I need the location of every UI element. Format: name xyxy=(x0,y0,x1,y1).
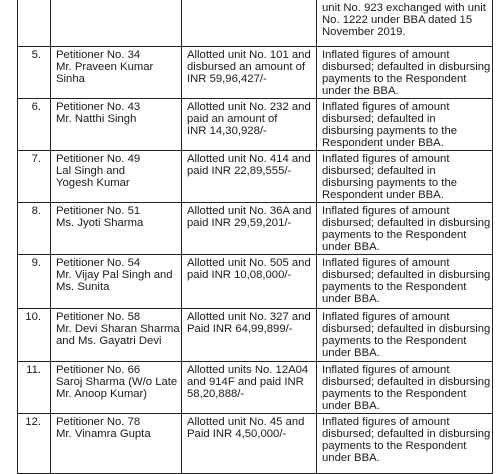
serial-number-cell: 5. xyxy=(18,47,51,99)
petitioner-cell xyxy=(51,99,182,151)
grievance-line: Inflated figures of amount xyxy=(322,101,450,113)
grievance-line: November 2019. xyxy=(322,26,406,38)
grievance-line: unit No. 923 exchanged with unit xyxy=(322,2,486,14)
grievance-line: disbursed; defaulted in xyxy=(322,113,436,125)
grievance-line: Inflated figures of amount xyxy=(322,49,450,61)
petitioner-cell xyxy=(51,151,182,203)
grievance-cell xyxy=(317,47,493,99)
grievance-line: under BBA. xyxy=(322,347,380,359)
petitioner-line: Yogesh Kumar xyxy=(56,177,130,189)
petitioner-line: Saroj Sharma (W/o Late xyxy=(56,376,178,388)
allotment-line: Allotted unit No. 36A and xyxy=(187,205,312,217)
allotment-cell xyxy=(182,309,317,362)
table-row xyxy=(18,362,493,414)
allotment-line: Allotted unit No. 101 and xyxy=(187,49,311,61)
grievance-line: Inflated figures of amount xyxy=(322,153,450,165)
serial-number-cell: 12. xyxy=(18,414,51,474)
grievance-line: Respondent under BBA. xyxy=(322,189,444,201)
grievance-line: payments to the Respondent xyxy=(322,440,467,452)
allotment-line: Allotted unit No. 232 and xyxy=(187,101,311,113)
serial-number-cell: 8. xyxy=(18,203,51,255)
allotment-line: paid INR 29,59,201/- xyxy=(187,217,292,229)
grievance-line: Inflated figures of amount xyxy=(322,364,450,376)
grievance-cell xyxy=(317,151,493,203)
serial-number-cell: 11. xyxy=(18,362,51,414)
petitioner-line: Mr. Vijay Pal Singh and xyxy=(56,269,173,281)
grievance-line: Inflated figures of amount xyxy=(322,311,450,323)
petitioner-line: Petitioner No. 58 xyxy=(56,311,141,323)
grievance-line: disbursed; defaulted in disbursing xyxy=(322,323,491,335)
grievance-line: disbursed; defaulted in xyxy=(322,165,436,177)
petitioner-line: Petitioner No. 51 xyxy=(56,205,141,217)
table-row xyxy=(18,309,493,362)
grievance-cell xyxy=(317,0,493,47)
allotment-line: Allotted unit No. 505 and xyxy=(187,257,311,269)
allotment-line: paid INR 22,89,555/- xyxy=(187,165,292,177)
grievance-line: Inflated figures of amount xyxy=(322,257,450,269)
grievance-line: under BBA. xyxy=(322,400,380,412)
petitioner-line: Mr. Vinamra Gupta xyxy=(56,428,151,440)
grievance-line: disbursed; defaulted in disbursing xyxy=(322,61,491,73)
grievance-line: under BBA. xyxy=(322,241,380,253)
allotment-line: INR 59,96,427/- xyxy=(187,73,267,85)
allotment-line: Paid INR 64,99,899/- xyxy=(187,323,293,335)
grievance-cell xyxy=(317,203,493,255)
grievance-line: disbursing payments to the xyxy=(322,125,458,137)
petitioner-cell xyxy=(51,309,182,362)
allotment-line: paid INR 10,08,000/- xyxy=(187,269,292,281)
grievance-line: Inflated figures of amount xyxy=(322,416,450,428)
petitioner-line: Sinha xyxy=(56,73,85,85)
petitioner-line: Petitioner No. 49 xyxy=(56,153,141,165)
petitioner-line: Petitioner No. 78 xyxy=(56,416,141,428)
grievance-line: disbursing payments to the xyxy=(322,177,458,189)
allotment-line: 58,20,888/- xyxy=(187,388,245,400)
allotment-cell xyxy=(182,151,317,203)
grievance-line: payments to the Respondent xyxy=(322,229,467,241)
petitioner-cell xyxy=(51,0,182,47)
allotment-line: paid an amount of xyxy=(187,113,278,125)
petitioner-line: Mr. Anoop Kumar) xyxy=(56,388,148,400)
petitioner-line: Mr. Natthi Singh xyxy=(56,113,137,125)
table-row xyxy=(18,99,493,151)
allotment-line: disbursed an amount of xyxy=(187,61,306,73)
serial-number-cell: 9. xyxy=(18,255,51,309)
petitioner-line: Ms. Sunita xyxy=(56,281,110,293)
petitioner-line: Ms. Jyoti Sharma xyxy=(56,217,144,229)
allotment-cell xyxy=(182,414,317,474)
allotment-line: Allotted unit No. 327 and xyxy=(187,311,311,323)
serial-number-cell: 7. xyxy=(18,151,51,203)
petitioner-line: Mr. Devi Sharan Sharma xyxy=(56,323,180,335)
grievance-cell xyxy=(317,255,493,309)
allotment-line: Paid INR 4,50,000/- xyxy=(187,428,287,440)
petitioner-line: Petitioner No. 43 xyxy=(56,101,141,113)
petitioner-cell xyxy=(51,362,182,414)
petitioner-line: Petitioner No. 54 xyxy=(56,257,141,269)
table-row xyxy=(18,0,493,47)
table-row xyxy=(18,203,493,255)
grievance-line: disbursed; defaulted in disbursing xyxy=(322,376,491,388)
petitioner-line: Lal Singh and xyxy=(56,165,126,177)
table-body xyxy=(18,0,493,474)
petitioner-line: Petitioner No. 66 xyxy=(56,364,141,376)
allotment-cell xyxy=(182,255,317,309)
allotment-line: Allotted unit No. 414 and xyxy=(187,153,311,165)
petitioner-cell xyxy=(51,47,182,99)
grievance-line: payments to the Respondent xyxy=(322,73,467,85)
grievance-line: Respondent under BBA. xyxy=(322,137,444,149)
grievance-line: disbursed; defaulted in disbursing xyxy=(322,217,491,229)
grievance-cell xyxy=(317,362,493,414)
serial-number-cell: 10. xyxy=(18,309,51,362)
allotment-line: Allotted units No. 12A04 xyxy=(187,364,309,376)
petitioner-line: Mr. Praveen Kumar xyxy=(56,61,154,73)
petitioner-cell xyxy=(51,203,182,255)
petitioner-cell xyxy=(51,255,182,309)
serial-number-cell: 6. xyxy=(18,99,51,151)
petitioners-table xyxy=(17,0,493,474)
petitioner-cell xyxy=(51,414,182,474)
grievance-line: under the BBA. xyxy=(322,85,399,97)
allotment-line: and 914F and paid INR xyxy=(187,376,304,388)
grievance-cell xyxy=(317,309,493,362)
allotment-line: Allotted unit No. 45 and xyxy=(187,416,305,428)
grievance-line: payments to the Respondent xyxy=(322,281,467,293)
grievance-line: disbursed; defaulted in disbursing xyxy=(322,428,491,440)
petitioner-line: and Ms. Gayatri Devi xyxy=(56,335,162,347)
allotment-cell xyxy=(182,362,317,414)
table-row xyxy=(18,255,493,309)
grievance-line: No. 1222 under BBA dated 15 xyxy=(322,14,473,26)
grievance-line: disbursed; defaulted in disbursing xyxy=(322,269,491,281)
grievance-cell xyxy=(317,99,493,151)
table-row xyxy=(18,47,493,99)
allotment-cell xyxy=(182,47,317,99)
grievance-line: under BBA. xyxy=(322,293,380,305)
petitioner-line: Petitioner No. 34 xyxy=(56,49,141,61)
grievance-line: payments to the Respondent xyxy=(322,388,467,400)
allotment-cell xyxy=(182,99,317,151)
allotment-cell xyxy=(182,203,317,255)
grievance-cell xyxy=(317,414,493,474)
grievance-line: Inflated figures of amount xyxy=(322,205,450,217)
grievance-line: under BBA. xyxy=(322,452,380,464)
table-row xyxy=(18,414,493,474)
allotment-line: INR 14,30,928/- xyxy=(187,125,267,137)
table-row xyxy=(18,151,493,203)
allotment-cell xyxy=(182,0,317,47)
grievance-line: payments to the Respondent xyxy=(322,335,467,347)
serial-number-cell xyxy=(18,0,51,47)
